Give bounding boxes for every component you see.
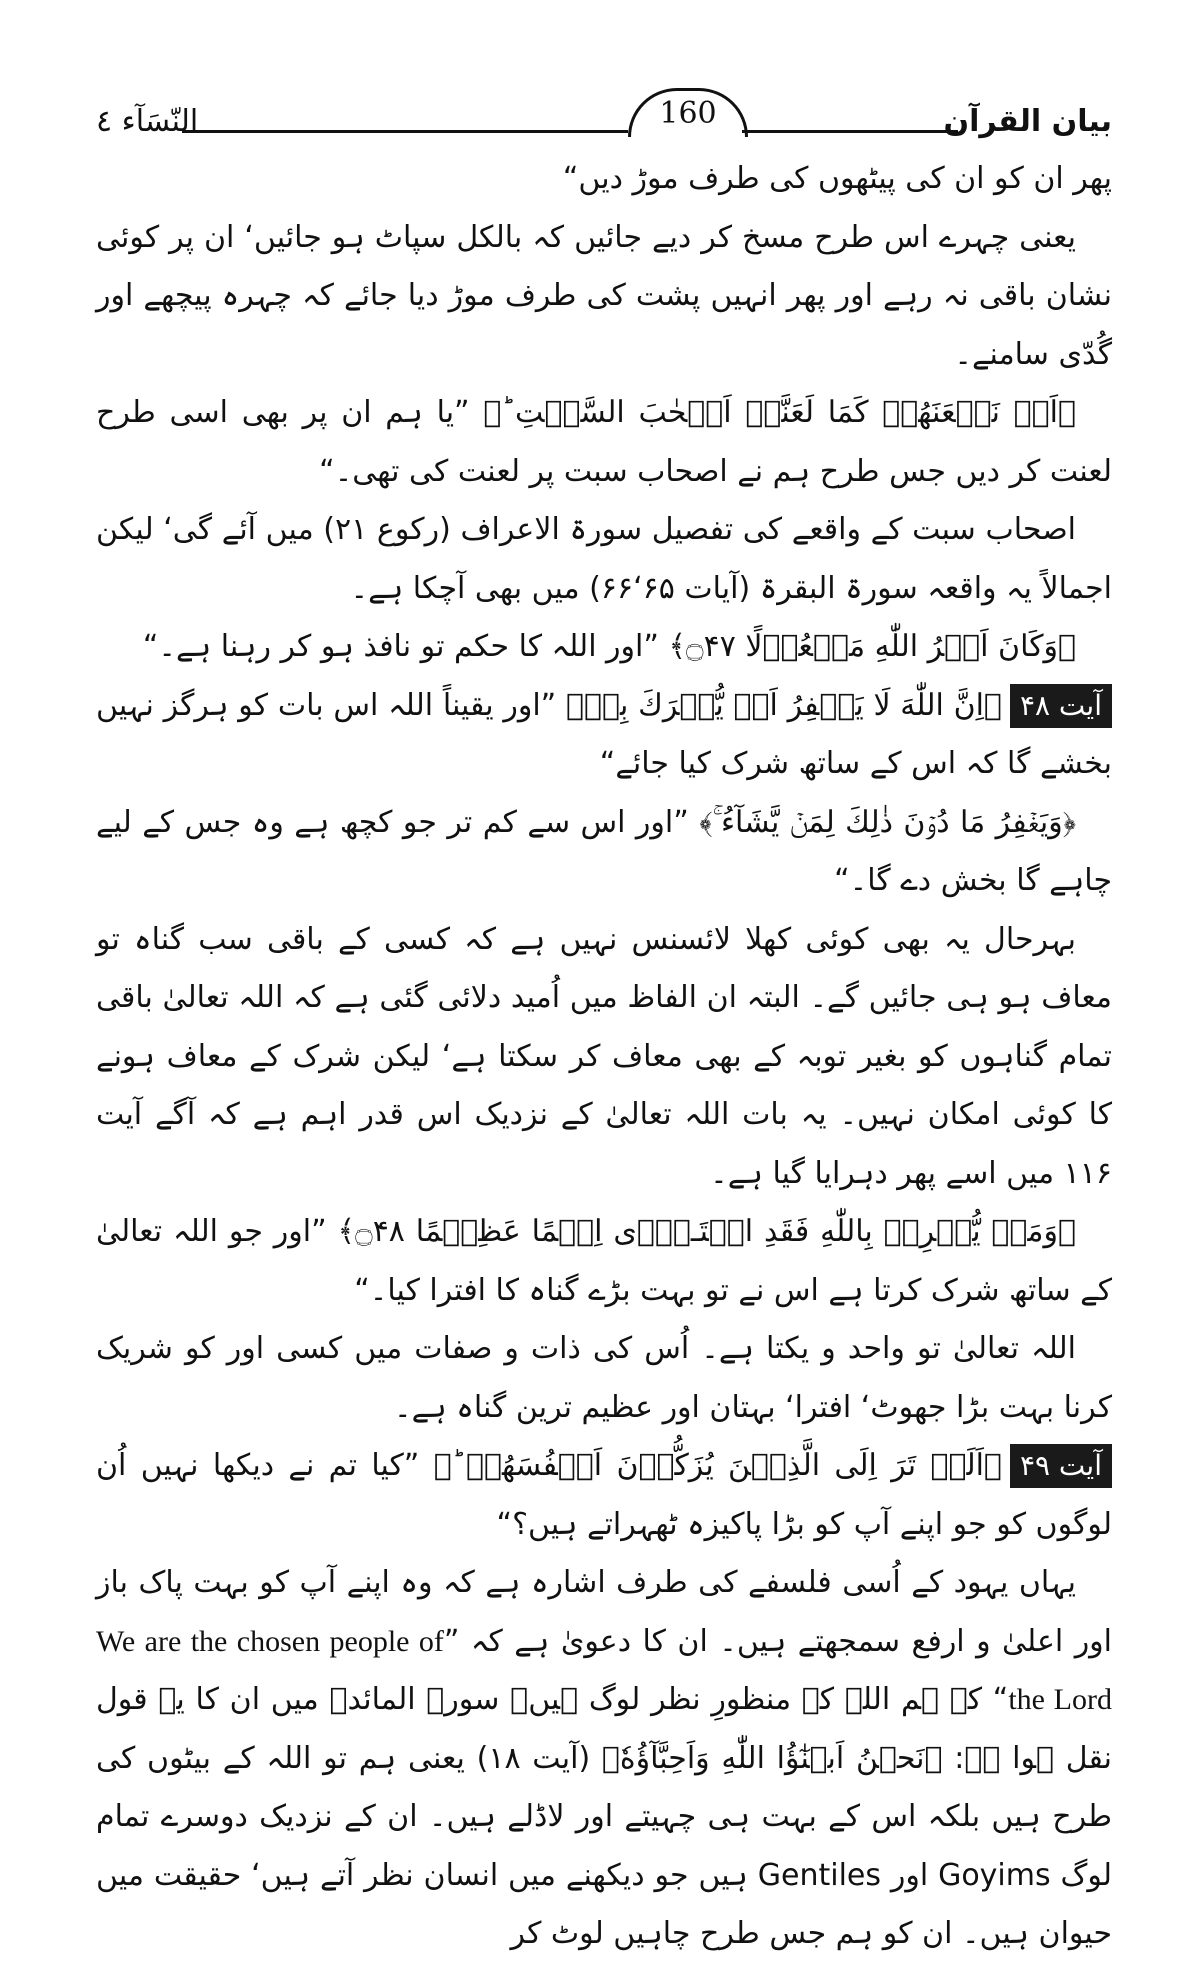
paragraph bbox=[96, 150, 1112, 209]
paragraph-text: ”یا ہم ان پر بھی اسی طرح لعنت کر دیں جس طرح ہم نے اصحاب سبت پر لعنت کی تھی۔“ bbox=[96, 395, 1112, 489]
quran-verse: ﴿اِنَّ اللّٰهَ لَا يَغۡفِرُ اَنۡ يُّشۡرَكَ بِهٖ﴾ bbox=[565, 687, 1002, 723]
paragraph-text: اللہ تعالیٰ تو واحد و یکتا ہے۔ اُس کی ذات و صفات میں کسی اور کو شریک کرنا بہت بڑا جھوٹ‘ افترا‘ بہتان اور عظیم ترین گناہ ہے۔ bbox=[96, 1331, 1112, 1425]
paragraph bbox=[96, 618, 1112, 677]
paragraph-text: ”اور اللہ کا حکم تو نافذ ہو کر رہنا ہے۔“ bbox=[142, 629, 659, 664]
quran-verse: ﴿اَلَمۡ تَرَ اِلَى الَّذِيۡنَ يُزَكُّوۡنَ اَنۡفُسَهُمۡ ؕ﴾ bbox=[433, 1448, 1002, 1483]
paragraph-text: ”اور یقیناً اللہ اس بات کو ہرگز نہیں بخشے گا کہ اس کے ساتھ شرک کیا جائے“ bbox=[96, 687, 1112, 781]
book-title: بیان القرآن bbox=[943, 104, 1112, 139]
paragraph-text: یہاں یہود کے اُسی فلسفے کی طرف اشارہ ہے کہ وہ اپنے آپ کو بہت پاک باز اور اعلیٰ و ارفع سمجھتے ہیں۔ ان کا دعویٰ ہے کہ ” bbox=[96, 1565, 1112, 1659]
paragraph-text-continued: “ کہ ہم اللہ کے منظورِ نظر لوگ ہیں۔ سورۃ المائدۃ میں ان کا یہ قول نقل ہوا ہے: ﴿نَحۡنُ اَبۡنٰٓؤُا اللّٰهِ وَاَحِبَّآؤُهٗ﴾ (آیت ۱۸) یعنی ہم تو اللہ کے بیٹوں کی طرح ہیں بلکہ اس کے بہت ہی چہیتے اور لاڈلے ہیں۔ ان کے نزدیک دوسرے تمام لوگ Goyims اور Gentiles ہیں جو دیکھنے میں انسان نظر آتے ہیں‘ حقیقت میں حیوان ہیں۔ ان کو ہم جس طرح چاہیں لوٹ کر bbox=[96, 1682, 1112, 1951]
paragraph bbox=[96, 911, 1112, 1204]
page-number: 160 bbox=[628, 88, 748, 137]
quran-verse: ﴿اَوۡ نَلۡعَنَهُمۡ كَمَا لَعَنَّاۤ اَصۡحٰبَ السَّبۡتِ ؕ﴾ bbox=[483, 395, 1076, 430]
english-phrase: We are the chosen people of the Lord bbox=[96, 1624, 1112, 1716]
page-header bbox=[96, 80, 1112, 150]
paragraph bbox=[96, 1320, 1112, 1437]
paragraph bbox=[96, 209, 1112, 385]
header-rule-left bbox=[182, 130, 628, 133]
paragraph bbox=[96, 384, 1112, 501]
paragraph bbox=[96, 677, 1112, 794]
quran-verse: ﴿وَمَنۡ يُّشۡرِكۡ بِاللّٰهِ فَقَدِ افۡتَـرٰۤى اِثۡمًا عَظِيۡمًا ۝۴۸﴾ bbox=[337, 1214, 1076, 1249]
paragraph-text: ”اور جو اللہ تعالیٰ کے ساتھ شرک کرتا ہے اس نے تو بہت بڑے گناہ کا افترا کیا۔“ bbox=[96, 1214, 1112, 1308]
paragraph-text: پھر ان کو ان کی پیٹھوں کی طرف موڑ دیں“ bbox=[562, 161, 1112, 196]
paragraph bbox=[96, 1437, 1112, 1554]
paragraph bbox=[96, 1554, 1112, 1964]
header-rule-right bbox=[742, 130, 958, 133]
ayah-number-tag: آیت ۴۸ bbox=[1010, 684, 1112, 728]
paragraph bbox=[96, 501, 1112, 618]
paragraph-text: یعنی چہرے اس طرح مسخ کر دیے جائیں کہ بالکل سپاٹ ہو جائیں‘ ان پر کوئی نشان باقی نہ رہے اور پھر انہیں پشت کی طرف موڑ دیا جائے کہ چہرہ پیچھے اور گُدّی سامنے۔ bbox=[96, 219, 1112, 372]
paragraph bbox=[96, 794, 1112, 911]
page-body bbox=[96, 150, 1112, 1951]
paragraph bbox=[96, 1203, 1112, 1320]
paragraph-text: ”اور اس سے کم تر جو کچھ ہے وہ جس کے لیے چاہے گا بخش دے گا۔“ bbox=[96, 804, 1112, 898]
paragraph-text: اصحاب سبت کے واقعے کی تفصیل سورۃ الاعراف (رکوع ۲۱) میں آئے گی‘ لیکن اجمالاً یہ واقعہ سورۃ البقرۃ (آیات ۶۵‘۶۶) میں بھی آچکا ہے۔ bbox=[96, 512, 1112, 606]
quran-verse: ﴿وَكَانَ اَمۡرُ اللّٰهِ مَفۡعُوۡلًا ۝۴۷﴾ bbox=[668, 629, 1076, 664]
paragraph-text: ”کیا تم نے دیکھا نہیں اُن لوگوں کو جو اپنے آپ کو بڑا پاکیزہ ٹھہراتے ہیں؟“ bbox=[96, 1448, 1112, 1542]
paragraph-text: بہرحال یہ بھی کوئی کھلا لائسنس نہیں ہے کہ کسی کے باقی سب گناہ تو معاف ہو ہی جائیں گے۔ البتہ ان الفاظ میں اُمید دلائی گئی ہے کہ اللہ تعالیٰ باقی تمام گناہوں کو بغیر توبہ کے بھی معاف کر سکتا ہے‘ لیکن شرک کے معاف ہونے کا کوئی امکان نہیں۔ یہ بات اللہ تعالیٰ کے نزدیک اس قدر اہم ہے کہ آگے آیت ۱۱۶ میں اسے پھر دہرایا گیا ہے۔ bbox=[96, 921, 1112, 1191]
quran-verse: ﴿وَيَغۡفِرُ مَا دُوۡنَ ذٰلِكَ لِمَنۡ يَّشَآءُ ۚ﴾ bbox=[699, 804, 1077, 840]
ayah-number-tag: آیت ۴۹ bbox=[1010, 1444, 1112, 1488]
surah-name: النّسَآء ٤ bbox=[96, 104, 199, 139]
